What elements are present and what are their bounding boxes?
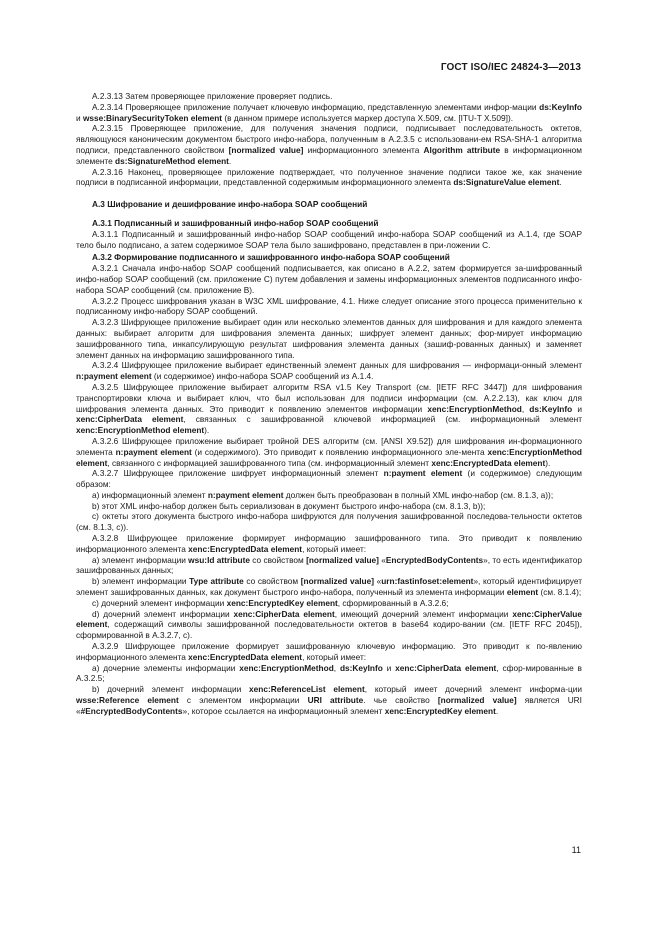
term: xenc:EncryptedKey element bbox=[226, 597, 338, 608]
paragraph bbox=[76, 533, 582, 555]
text-run: A.3.2.2 Процесс шифрования указан в W3C XML шифрование, 4.1. Ниже следует описание этого процесса применительно к подписанному инфо-набору SOAP сообщений. bbox=[76, 295, 582, 317]
page-number: 11 bbox=[571, 845, 581, 855]
document-body bbox=[76, 91, 582, 717]
paragraph bbox=[76, 382, 582, 436]
text-run: (и содержимое) следующим образом: bbox=[76, 468, 582, 490]
term: xenc:EncryptedData element bbox=[188, 543, 303, 554]
paragraph bbox=[76, 263, 582, 295]
text-run: c) дочерний элемент информации bbox=[92, 597, 227, 608]
text-run: (и содержимого). Это приводит к появлению информационного эле-мента bbox=[191, 446, 488, 457]
text-run: , bbox=[521, 403, 530, 414]
term: xenc:EncryptionMethod element bbox=[76, 425, 205, 436]
text-run: A.3.2.9 Шифрующее приложение формирует зашифрованную ключевую информацию. Это приводит к по-явлению информационного элемента bbox=[76, 641, 582, 662]
text-run: , который имеет дочерний элемент информа-ции bbox=[364, 684, 583, 695]
term: [normalized value] bbox=[228, 144, 304, 155]
text-run: A.3.2.7 Шифрующее приложение шифрует информационный элемент bbox=[92, 468, 384, 479]
text-run: « bbox=[378, 554, 386, 565]
term: xenc:EncryptedKey element bbox=[384, 705, 496, 716]
term: n:payment element bbox=[383, 468, 463, 479]
text-run: со свойством bbox=[249, 554, 307, 565]
term: [normalized value] bbox=[437, 695, 517, 706]
paragraph bbox=[76, 229, 582, 251]
text-run: c) октеты этого документа быстрого инфо-набора шифруются для получения зашифрованной последова-тельности октетов (см. 8.1.3, c)). bbox=[76, 511, 582, 533]
text-run: A.3.2.3 Шифрующее приложение выбирает один или несколько элементов данных для шифрования и для каждого элемента данных: выбирает алгоритм для шифрования элемента данных; шифрует элемент данных; фор-мирует информацию зашифрованного типа, инкапсулирующую результат шифрования элемента данных (зашиф-рованных данных) и заменяет элемент данных на информацию зашифрованного типа. bbox=[76, 317, 582, 360]
term: ds:KeyInfo bbox=[339, 662, 383, 673]
text-run: », то есть идентификатор зашифрованных данных; bbox=[76, 554, 582, 576]
term: ds:KeyInfo bbox=[539, 101, 582, 112]
text-run: а) информационный элемент bbox=[92, 489, 208, 500]
section-heading bbox=[76, 199, 582, 210]
text-run: информационного элемента bbox=[303, 144, 424, 155]
text-run: A.3.2.1 Сначала инфо-набор SOAP сообщений подписывается, как описано в A.2.2, затем формируется за-шифрованный инфо-набор SOAP сообщений (см. приложение C) путем добавления и замены информационных элементов подписанного инфо-набора SOAP сообщений (см. приложение B). bbox=[76, 263, 582, 295]
text-run: », которое ссылается на информационный элемент bbox=[182, 705, 385, 716]
text-run: A.2.3.13 Затем проверяющее приложение проверяет подпись. bbox=[92, 91, 333, 101]
paragraph bbox=[76, 102, 582, 124]
term: xenc:CipherData element bbox=[395, 662, 497, 673]
text-run: является URI « bbox=[76, 695, 582, 716]
term: wsse:Reference element bbox=[76, 695, 179, 706]
text-run: , связанного с информацией зашифрованного типа (см. информационный элемент bbox=[107, 457, 432, 468]
term: #EncryptedBodyContents bbox=[80, 705, 183, 716]
term: wsse:BinarySecurityToken element bbox=[82, 112, 223, 123]
term: ds:KeyInfo bbox=[529, 403, 573, 414]
paragraph bbox=[76, 436, 582, 468]
term: xenc:CipherData element bbox=[233, 608, 335, 619]
term: ds:SignatureValue element bbox=[453, 177, 560, 188]
text-run: A.3.2.4 Шифрующее приложение выбирает единственный элемент данных для шифрования — информаци-онный элемент bbox=[92, 360, 582, 371]
text-run: , содержащий символы зашифрованной последовательности октетов в base64 кодиро-вании (см. [IETF RFC 2045]), сформированной в A.3.2.7, с). bbox=[76, 619, 582, 641]
term: Algorithm attribute bbox=[423, 144, 501, 155]
text-run: , сфор-мированные в A.3.2.5; bbox=[76, 662, 582, 684]
term: xenc:EncryptedData element bbox=[431, 457, 546, 468]
text-run: », который идентифицирует элемент зашифрованных данных, как документ быстрого инфо-набора, полученный из элемента информации bbox=[76, 576, 582, 598]
text-run: A.3.2 Формирование подписанного и зашифрованного инфо-набора SOAP сообщений bbox=[92, 252, 450, 263]
term: xenc:EncryptedData element bbox=[188, 651, 303, 662]
text-run: b) элемент информации bbox=[92, 576, 190, 587]
text-run: . bbox=[228, 155, 232, 166]
term: urn:fastinfoset:element bbox=[381, 576, 474, 587]
text-run: , имеющий дочерний элемент информации bbox=[334, 608, 513, 619]
text-run: A.3.1.1 Подписанный и зашифрованный инфо-набор SOAP сообщений инфо-набора SOAP сообщений из A.1.4, где SOAP тело было подписано, а затем содержимое SOAP тела было зашифровано, представлен в при-ложении C. bbox=[76, 228, 582, 250]
paragraph bbox=[76, 501, 582, 512]
text-run: , bbox=[333, 662, 340, 673]
term: xenc:CipherValue element bbox=[76, 608, 582, 630]
text-run: « bbox=[373, 576, 382, 587]
term: n:payment element bbox=[115, 446, 192, 457]
term: xenc:EncryptionMethod bbox=[239, 662, 334, 673]
text-run: с элементом информации bbox=[178, 695, 308, 706]
text-run: d) дочерний элемент информации bbox=[92, 608, 234, 619]
text-run: b) дочерний элемент информации bbox=[92, 684, 250, 695]
term: n:payment element bbox=[207, 489, 284, 500]
paragraph bbox=[76, 123, 582, 166]
text-run: (и содержимое) инфо-набора SOAP сообщений из A.1.4. bbox=[151, 371, 374, 382]
term: [normalized value] bbox=[306, 554, 379, 565]
text-run: . bbox=[559, 177, 562, 188]
text-run: ). bbox=[545, 457, 551, 468]
text-run: A.2.3.16 Наконец, проверяющее приложение подтверждает, что полученное значение подписи такое же, как значение подписи в подписанной информации, представленной содержимым информационного элемента bbox=[76, 166, 582, 188]
paragraph bbox=[76, 663, 582, 685]
text-run: а) дочерние элементы информации bbox=[92, 662, 240, 673]
text-run: A.2.3.15 Проверяющее приложение, для получения значения подписи, подписывает последовательность октетов, являющуюся каноническим документом быстрого инфо-набора, полученным в A.2.3.5 с использовани-ем RSA-SHA-1 алгоритма подписи, представленного свойством bbox=[76, 123, 582, 155]
text-run: ). bbox=[204, 425, 210, 436]
term: ds:SignatureMethod element bbox=[115, 155, 229, 166]
term: xenc:CipherData element bbox=[76, 414, 184, 425]
text-run: , связанных с зашифрованной ключевой информацией (см. информационный элемент bbox=[183, 414, 582, 425]
text-run: . bbox=[495, 705, 499, 716]
text-run: . чье свойство bbox=[363, 695, 438, 706]
paragraph bbox=[76, 317, 582, 360]
text-run: со свойством bbox=[243, 576, 301, 587]
term: EncryptedBodyContents bbox=[385, 554, 484, 565]
paragraph bbox=[76, 511, 582, 533]
term: [normalized value] bbox=[300, 576, 374, 587]
paragraph bbox=[76, 609, 582, 641]
text-run: , который имеет: bbox=[302, 651, 367, 662]
text-run: и bbox=[382, 662, 396, 673]
text-run: в информационном элементе bbox=[76, 144, 582, 166]
section-heading bbox=[76, 252, 582, 263]
standard-header: ГОСТ ISO/IEC 24824-3—2013 bbox=[440, 62, 581, 73]
paragraph bbox=[76, 91, 582, 102]
text-run: A.3.2.6 Шифрующее приложение выбирает тройной DES алгоритм (см. [ANSI X9.52]) для шифрования ин-формационного элемента bbox=[76, 435, 582, 457]
text-run: , сформированный в A.3.2.6; bbox=[337, 597, 449, 608]
text-run: A.3 Шифрование и дешифрование инфо-набора SOAP сообщений bbox=[92, 199, 368, 210]
text-run: должен быть преобразован в полный XML инфо-набор (см. 8.1.3, а)); bbox=[283, 489, 554, 500]
paragraph bbox=[76, 684, 582, 716]
text-run: и bbox=[572, 403, 582, 414]
paragraph bbox=[76, 555, 582, 577]
paragraph bbox=[76, 641, 582, 663]
text-run: и bbox=[76, 112, 83, 123]
term: Type attribute bbox=[189, 576, 244, 587]
paragraph bbox=[76, 468, 582, 490]
text-run: (в данном примере используется маркер доступа X.509, см. [ITU-T X.509]). bbox=[222, 112, 514, 123]
text-run: A.3.1 Подписанный и зашифрованный инфо-набор SOAP сообщений bbox=[92, 217, 379, 228]
term: n:payment element bbox=[76, 371, 152, 382]
term: element bbox=[506, 587, 539, 598]
term: xenc:EncryptionMethod bbox=[427, 403, 522, 414]
text-run: а) элемент информации bbox=[92, 554, 189, 565]
text-run: , который имеет: bbox=[302, 543, 367, 554]
paragraph bbox=[76, 598, 582, 609]
paragraph bbox=[76, 360, 582, 382]
text-run: b) этот XML инфо-набор должен быть сериализован в документ быстрого инфо-набора (см. 8.1.3, b)); bbox=[92, 500, 486, 511]
term: xenc:EncryptionMethod element bbox=[76, 446, 582, 468]
paragraph bbox=[76, 490, 582, 501]
term: wsu:Id attribute bbox=[188, 554, 250, 565]
text-run: A.3.2.5 Шифрующее приложение выбирает алгоритм RSA v1.5 Key Transport (см. [IETF RFC 3447]) для шифрования транспортировки ключа и выбирает ключ, что был использован для подписи информации (см. A.2.2.13), как ключ для шифрования элемента данных. Это приводит к появлению элементов информации bbox=[76, 381, 582, 414]
paragraph bbox=[76, 296, 582, 318]
section-heading bbox=[76, 218, 582, 229]
text-run: A.2.3.14 Проверяющее приложение получает ключевую информацию, представленную элементами инфор-мации bbox=[92, 101, 540, 112]
paragraph bbox=[76, 167, 582, 189]
term: URI attribute bbox=[307, 695, 364, 706]
text-run: A.3.2.8 Шифрующее приложение формирует информацию зашифрованного типа. Это приводит к появлению информационного элемента bbox=[76, 533, 582, 554]
term: xenc:ReferenceList element bbox=[249, 684, 365, 695]
text-run: (см. 8.1.4); bbox=[538, 587, 582, 598]
paragraph bbox=[76, 576, 582, 598]
